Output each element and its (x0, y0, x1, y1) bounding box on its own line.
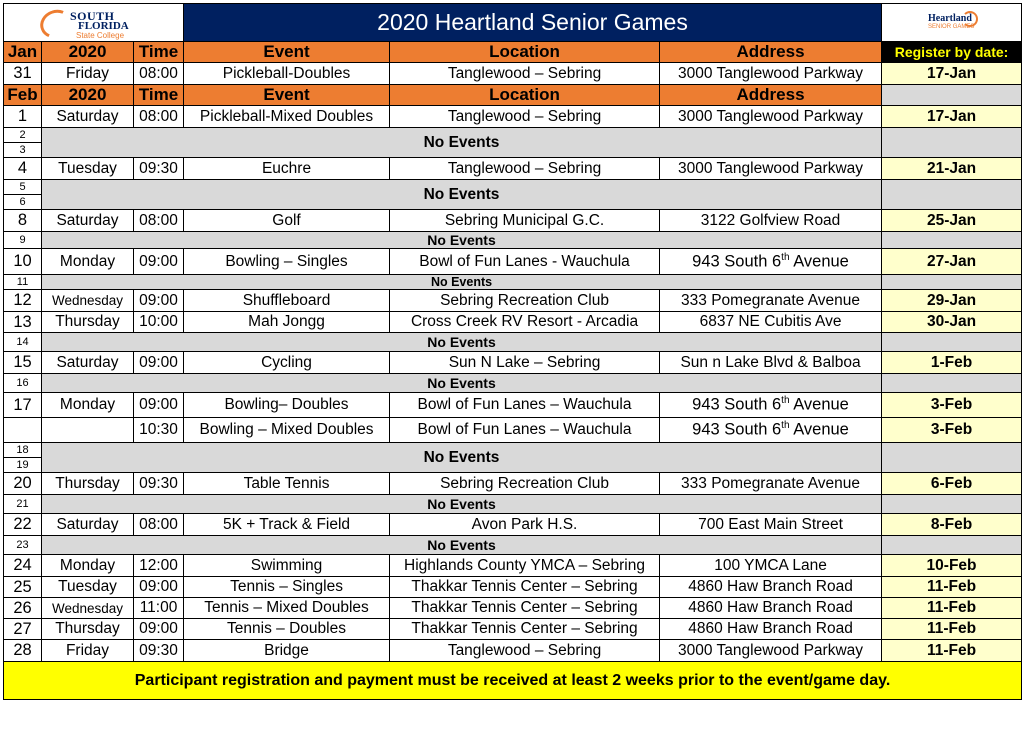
time-cell: 09:30 (134, 640, 184, 662)
day-cell: 17 (4, 393, 42, 418)
register-date-cell: 11-Feb (882, 577, 1022, 598)
day-cell: 13 (4, 312, 42, 333)
table-row (4, 232, 1022, 249)
register-blank-cell (882, 443, 1022, 473)
table-row (4, 577, 1022, 598)
day-cell: 18 (4, 443, 42, 458)
weekday-cell: Tuesday (42, 577, 134, 598)
register-blank-cell (882, 374, 1022, 393)
table-row (4, 374, 1022, 393)
address-cell: 3000 Tanglewood Parkway (660, 106, 882, 128)
table-row (4, 106, 1022, 128)
address-cell (660, 249, 882, 275)
no-events-cell: No Events (42, 495, 882, 514)
event-cell: Euchre (184, 158, 390, 180)
day-cell: 3 (4, 143, 42, 158)
table-row (4, 418, 1022, 443)
table-row (4, 514, 1022, 536)
register-date-cell: 6-Feb (882, 473, 1022, 495)
register-date-cell: 1-Feb (882, 352, 1022, 374)
weekday-cell: Thursday (42, 619, 134, 640)
page-title: 2020 Heartland Senior Games (184, 4, 882, 42)
sfsc-logo-line2: FLORIDA (78, 19, 129, 32)
table-row (4, 640, 1022, 662)
heartland-logo-line2: SENIOR GAMES (928, 23, 975, 30)
register-blank-cell (882, 333, 1022, 352)
day-cell: 23 (4, 536, 42, 555)
schedule-table (3, 3, 1022, 700)
event-cell: Golf (184, 210, 390, 232)
time-cell: 09:00 (134, 393, 184, 418)
time-header: Time (134, 85, 184, 106)
location-cell: Tanglewood – Sebring (390, 158, 660, 180)
weekday-cell: Thursday (42, 312, 134, 333)
register-date-cell: 29-Jan (882, 290, 1022, 312)
register-date-cell: 17-Jan (882, 63, 1022, 85)
weekday-cell: Monday (42, 555, 134, 577)
register-date-cell: 30-Jan (882, 312, 1022, 333)
event-cell: Tennis – Mixed Doubles (184, 598, 390, 619)
heartland-logo (882, 4, 1022, 42)
heartland-logo-line1: Heartland (928, 12, 972, 24)
day-cell: 10 (4, 249, 42, 275)
sfsc-logo-line3: State College (76, 30, 125, 40)
weekday-cell: Wednesday (42, 290, 134, 312)
table-row (4, 598, 1022, 619)
time-cell: 08:00 (134, 210, 184, 232)
register-date-cell: 11-Feb (882, 598, 1022, 619)
location-header: Location (390, 85, 660, 106)
address-sup: th (781, 251, 790, 263)
location-cell: Avon Park H.S. (390, 514, 660, 536)
sfsc-logo-line1: SOUTH (70, 8, 115, 23)
table-row (4, 290, 1022, 312)
event-cell: Shuffleboard (184, 290, 390, 312)
location-cell: Bowl of Fun Lanes – Wauchula (390, 393, 660, 418)
address-cell: 333 Pomegranate Avenue (660, 473, 882, 495)
address-cell: 100 YMCA Lane (660, 555, 882, 577)
no-events-cell: No Events (42, 374, 882, 393)
location-cell: Tanglewood – Sebring (390, 106, 660, 128)
time-cell: 08:00 (134, 63, 184, 85)
time-cell: 09:00 (134, 577, 184, 598)
weekday-cell: Saturday (42, 514, 134, 536)
table-row (4, 495, 1022, 514)
table-row (4, 443, 1022, 458)
day-cell: 4 (4, 158, 42, 180)
weekday-cell: Friday (42, 63, 134, 85)
address-cell: 6837 NE Cubitis Ave (660, 312, 882, 333)
day-cell: 11 (4, 275, 42, 290)
address-cell: 4860 Haw Branch Road (660, 577, 882, 598)
register-date-cell: 17-Jan (882, 106, 1022, 128)
time-cell: 12:00 (134, 555, 184, 577)
time-cell: 09:30 (134, 158, 184, 180)
location-cell: Cross Creek RV Resort - Arcadia (390, 312, 660, 333)
feb-header-row (4, 85, 1022, 106)
no-events-cell: No Events (42, 443, 882, 473)
day-cell: 8 (4, 210, 42, 232)
table-row (4, 352, 1022, 374)
register-blank-cell (882, 232, 1022, 249)
register-date-cell: 11-Feb (882, 640, 1022, 662)
table-row (4, 275, 1022, 290)
address-cell: 700 East Main Street (660, 514, 882, 536)
time-cell: 08:00 (134, 106, 184, 128)
day-cell: 31 (4, 63, 42, 85)
table-row (4, 180, 1022, 195)
footer-row (4, 662, 1022, 700)
table-row (4, 536, 1022, 555)
day-cell: 9 (4, 232, 42, 249)
address-sup: th (781, 395, 790, 407)
register-date-cell: 3-Feb (882, 393, 1022, 418)
time-cell: 11:00 (134, 598, 184, 619)
no-events-cell: No Events (42, 180, 882, 210)
address-sup: th (781, 420, 790, 432)
address-text: Avenue (789, 420, 849, 439)
day-cell: 1 (4, 106, 42, 128)
day-cell: 27 (4, 619, 42, 640)
address-header: Address (660, 85, 882, 106)
event-header: Event (184, 42, 390, 63)
register-date-cell: 21-Jan (882, 158, 1022, 180)
event-cell: 5K + Track & Field (184, 514, 390, 536)
time-cell: 09:00 (134, 352, 184, 374)
location-cell: Sun N Lake – Sebring (390, 352, 660, 374)
day-cell: 24 (4, 555, 42, 577)
event-cell: Tennis – Doubles (184, 619, 390, 640)
weekday-cell: Monday (42, 249, 134, 275)
event-cell: Bowling– Doubles (184, 393, 390, 418)
table-row (4, 158, 1022, 180)
day-cell: 12 (4, 290, 42, 312)
location-cell: Bowl of Fun Lanes – Wauchula (390, 418, 660, 443)
register-header-blank (882, 85, 1022, 106)
location-cell: Sebring Recreation Club (390, 290, 660, 312)
day-cell: 15 (4, 352, 42, 374)
address-cell: Sun n Lake Blvd & Balboa (660, 352, 882, 374)
time-cell: 09:30 (134, 473, 184, 495)
address-cell (660, 393, 882, 418)
address-cell: 333 Pomegranate Avenue (660, 290, 882, 312)
day-cell: 26 (4, 598, 42, 619)
event-cell: Tennis – Singles (184, 577, 390, 598)
event-cell: Bowling – Mixed Doubles (184, 418, 390, 443)
table-row (4, 312, 1022, 333)
address-cell: 3000 Tanglewood Parkway (660, 640, 882, 662)
event-header: Event (184, 85, 390, 106)
address-cell: 4860 Haw Branch Road (660, 619, 882, 640)
day-cell: 6 (4, 195, 42, 210)
day-cell: 14 (4, 333, 42, 352)
address-cell (660, 418, 882, 443)
register-blank-cell (882, 180, 1022, 210)
no-events-cell: No Events (42, 333, 882, 352)
address-cell: 3000 Tanglewood Parkway (660, 63, 882, 85)
event-cell: Pickleball-Doubles (184, 63, 390, 85)
location-cell: Thakkar Tennis Center – Sebring (390, 619, 660, 640)
weekday-cell: Monday (42, 393, 134, 418)
time-cell: 09:00 (134, 249, 184, 275)
event-cell: Pickleball-Mixed Doubles (184, 106, 390, 128)
day-cell: 5 (4, 180, 42, 195)
event-cell: Table Tennis (184, 473, 390, 495)
address-text: Avenue (789, 252, 849, 271)
no-events-cell: No Events (42, 128, 882, 158)
month-header: Jan (4, 42, 42, 63)
weekday-cell (42, 418, 134, 443)
event-cell: Bowling – Singles (184, 249, 390, 275)
day-cell: 16 (4, 374, 42, 393)
location-cell: Tanglewood – Sebring (390, 640, 660, 662)
location-cell: Tanglewood – Sebring (390, 63, 660, 85)
register-blank-cell (882, 128, 1022, 158)
location-header: Location (390, 42, 660, 63)
register-date-cell: 25-Jan (882, 210, 1022, 232)
weekday-cell: Saturday (42, 352, 134, 374)
day-cell: 20 (4, 473, 42, 495)
time-cell: 09:00 (134, 619, 184, 640)
no-events-cell: No Events (42, 536, 882, 555)
time-cell: 08:00 (134, 514, 184, 536)
day-cell: 19 (4, 458, 42, 473)
location-cell: Sebring Recreation Club (390, 473, 660, 495)
weekday-cell: Wednesday (42, 598, 134, 619)
table-row (4, 619, 1022, 640)
table-row (4, 210, 1022, 232)
table-row (4, 63, 1022, 85)
day-cell: 2 (4, 128, 42, 143)
register-header: Register by date: (882, 42, 1022, 63)
weekday-cell: Saturday (42, 210, 134, 232)
day-cell: 22 (4, 514, 42, 536)
day-cell: 28 (4, 640, 42, 662)
location-cell: Sebring Municipal G.C. (390, 210, 660, 232)
table-row (4, 128, 1022, 143)
register-blank-cell (882, 536, 1022, 555)
location-cell: Bowl of Fun Lanes - Wauchula (390, 249, 660, 275)
event-cell: Swimming (184, 555, 390, 577)
year-header: 2020 (42, 85, 134, 106)
sfsc-logo (4, 4, 184, 42)
location-cell: Thakkar Tennis Center – Sebring (390, 577, 660, 598)
register-blank-cell (882, 495, 1022, 514)
address-cell: 3122 Golfview Road (660, 210, 882, 232)
time-cell: 09:00 (134, 290, 184, 312)
year-header: 2020 (42, 42, 134, 63)
weekday-cell: Saturday (42, 106, 134, 128)
weekday-cell: Tuesday (42, 158, 134, 180)
time-cell: 10:30 (134, 418, 184, 443)
table-row (4, 393, 1022, 418)
event-cell: Bridge (184, 640, 390, 662)
location-cell: Thakkar Tennis Center – Sebring (390, 598, 660, 619)
address-cell: 4860 Haw Branch Road (660, 598, 882, 619)
register-date-cell: 27-Jan (882, 249, 1022, 275)
weekday-cell: Friday (42, 640, 134, 662)
register-date-cell: 8-Feb (882, 514, 1022, 536)
month-header: Feb (4, 85, 42, 106)
address-text: 943 South 6 (692, 395, 782, 414)
location-cell: Highlands County YMCA – Sebring (390, 555, 660, 577)
schedule-sheet (3, 3, 1021, 700)
time-cell: 10:00 (134, 312, 184, 333)
address-text: 943 South 6 (692, 252, 782, 271)
footer-note: Participant registration and payment must be received at least 2 weeks prior to the event/game day. (4, 662, 1022, 700)
event-cell: Cycling (184, 352, 390, 374)
address-text: 943 South 6 (692, 420, 782, 439)
no-events-cell: No Events (42, 232, 882, 249)
jan-header-row (4, 42, 1022, 63)
address-text: Avenue (789, 395, 849, 414)
table-row (4, 333, 1022, 352)
event-cell: Mah Jongg (184, 312, 390, 333)
day-cell: 21 (4, 495, 42, 514)
address-header: Address (660, 42, 882, 63)
register-blank-cell (882, 275, 1022, 290)
table-row (4, 555, 1022, 577)
no-events-cell: No Events (42, 275, 882, 290)
title-row (4, 4, 1022, 42)
table-row (4, 473, 1022, 495)
day-cell: 25 (4, 577, 42, 598)
register-date-cell: 10-Feb (882, 555, 1022, 577)
address-cell: 3000 Tanglewood Parkway (660, 158, 882, 180)
weekday-cell: Thursday (42, 473, 134, 495)
register-date-cell: 11-Feb (882, 619, 1022, 640)
register-date-cell: 3-Feb (882, 418, 1022, 443)
table-row (4, 249, 1022, 275)
time-header: Time (134, 42, 184, 63)
day-cell (4, 418, 42, 443)
